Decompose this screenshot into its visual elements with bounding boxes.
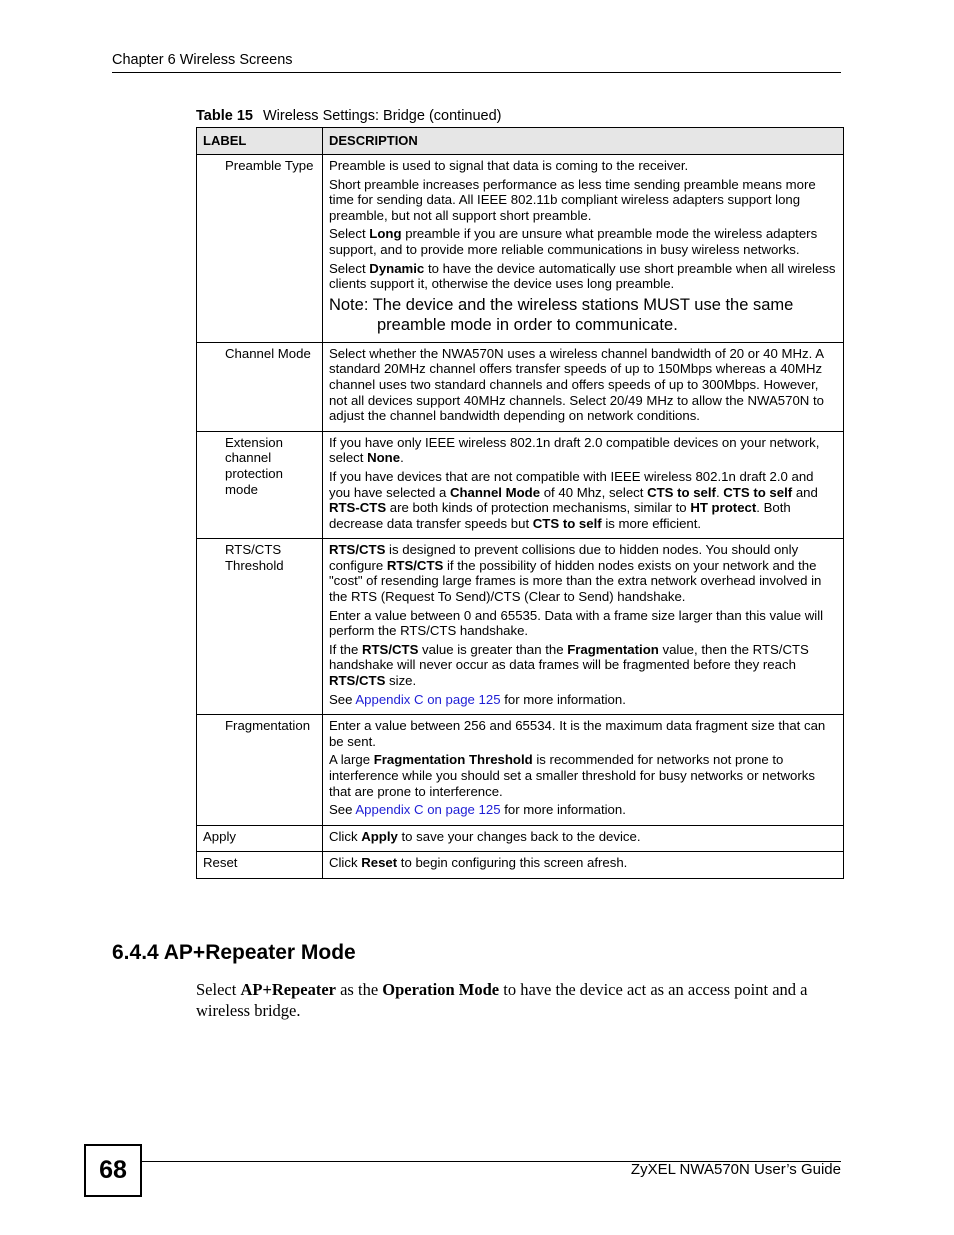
- row-label-reset: Reset: [197, 852, 323, 879]
- row-description-fragmentation: [322, 715, 843, 826]
- description-paragraph: If you have only IEEE wireless 802.1n draft 2.0 compatible devices on your network, select None.: [328, 434, 820, 466]
- row-description-apply: [322, 825, 843, 852]
- table-number: Table 15: [196, 108, 253, 124]
- header-rule: [112, 72, 841, 73]
- table-header-row: [197, 128, 844, 155]
- row-label-fragmentation: Fragmentation: [197, 715, 323, 826]
- column-header-label: LABEL: [197, 128, 323, 155]
- row-description-channel-mode: [322, 342, 843, 431]
- table-row: [197, 825, 844, 852]
- table-row: [197, 342, 844, 431]
- row-label-channel-mode: Channel Mode: [197, 342, 323, 431]
- page-number: 68: [84, 1144, 142, 1197]
- description-paragraph: Select Dynamic to have the device automatically use short preamble when all wireless clients support it, otherwise the device uses long preamble.: [328, 260, 836, 292]
- note: Note: The device and the wireless stations MUST use the same preamble mode in order to communicate.: [328, 295, 794, 334]
- appendix-link[interactable]: Appendix C on page 125: [355, 691, 501, 707]
- description-paragraph: See Appendix C on page 125 for more information.: [328, 802, 626, 818]
- row-label-rts-cts: RTS/CTS Threshold: [197, 539, 323, 715]
- description-paragraph: If you have devices that are not compatible with IEEE wireless 802.1n draft 2.0 and you have selected a Channel Mode of 40 Mhz, select CTS to self. CTS to self and RTS-CTS are both kinds of protection mechanisms, similar to HT protect. Both decrease data transfer speeds but CTS to self is more efficient.: [328, 468, 818, 531]
- description-paragraph: Click Reset to begin configuring this screen afresh.: [328, 855, 628, 871]
- table-caption: [196, 108, 502, 124]
- description-paragraph: See Appendix C on page 125 for more information.: [328, 691, 626, 707]
- settings-table: [196, 127, 844, 879]
- row-description-reset: [322, 852, 843, 879]
- guide-title: ZyXEL NWA570N User’s Guide: [630, 1161, 841, 1178]
- row-label-apply: Apply: [197, 825, 323, 852]
- running-header: Chapter 6 Wireless Screens: [112, 52, 293, 68]
- section-heading: 6.4.4 AP+Repeater Mode: [112, 941, 356, 964]
- table-title: Wireless Settings: Bridge (continued): [262, 108, 502, 124]
- table-row: [197, 852, 844, 879]
- column-header-description: DESCRIPTION: [322, 128, 843, 155]
- appendix-link[interactable]: Appendix C on page 125: [355, 802, 501, 818]
- description-paragraph: Select Long preamble if you are unsure what preamble mode the wireless adapters support, and to provide more reliable communications in busy wireless networks.: [328, 226, 818, 257]
- description-paragraph: Enter a value between 0 and 65535. Data with a frame size larger than this value will perform the RTS/CTS handshake.: [328, 607, 824, 639]
- description-paragraph: Click Apply to save your changes back to the device.: [328, 828, 641, 844]
- row-description-preamble-type: [322, 155, 843, 343]
- description-paragraph: Short preamble increases performance as less time sending preamble means more time for sending data. All IEEE 802.11b compliant wireless adapters support long preamble, but not all support short preamble.: [328, 176, 816, 223]
- description-paragraph: If the RTS/CTS value is greater than the Fragmentation value, then the RTS/CTS handshake will never occur as data frames will be fragmented before they reach RTS/CTS size.: [328, 641, 809, 689]
- row-description-extension-channel: [322, 431, 843, 539]
- table-row: [197, 431, 844, 539]
- description-paragraph: Preamble is used to signal that data is coming to the receiver.: [328, 158, 689, 173]
- table-row: [197, 715, 844, 826]
- description-paragraph: Enter a value between 256 and 65534. It is the maximum data fragment size that can be sent.: [328, 718, 826, 749]
- description-paragraph: A large Fragmentation Threshold is recommended for networks not prone to interference while you should set a smaller threshold for busy networks or networks that are prone to interference.: [328, 752, 815, 799]
- description-paragraph: Select whether the NWA570N uses a wireless channel bandwidth of 20 or 40 MHz. A standard 20MHz channel offers transfer speeds of up to 150Mbps whereas a 40MHz channel uses two standard channels and offers speeds of up to 300Mbps. However, not all devices support 40MHz channels. Select 20/49 MHz to allow the NWA570N to adjust the channel bandwidth depending on network conditions.: [328, 345, 824, 424]
- description-paragraph: RTS/CTS is designed to prevent collisions due to hidden nodes. You should only configure RTS/CTS if the possibility of hidden nodes exists on your network and the "cost" of resending large frames is more than the extra network overhead involved in the RTS (Request To Send)/CTS (Clear to Send) handshake.: [328, 542, 822, 605]
- row-label-extension-channel: Extension channel protection mode: [197, 431, 323, 539]
- table-row: [197, 155, 844, 343]
- row-description-rts-cts: [322, 539, 843, 715]
- section-body: Select AP+Repeater as the Operation Mode to have the device act as an access point and a wireless bridge.: [196, 980, 808, 1020]
- table-row: [197, 539, 844, 715]
- row-label-preamble-type: Preamble Type: [197, 155, 323, 343]
